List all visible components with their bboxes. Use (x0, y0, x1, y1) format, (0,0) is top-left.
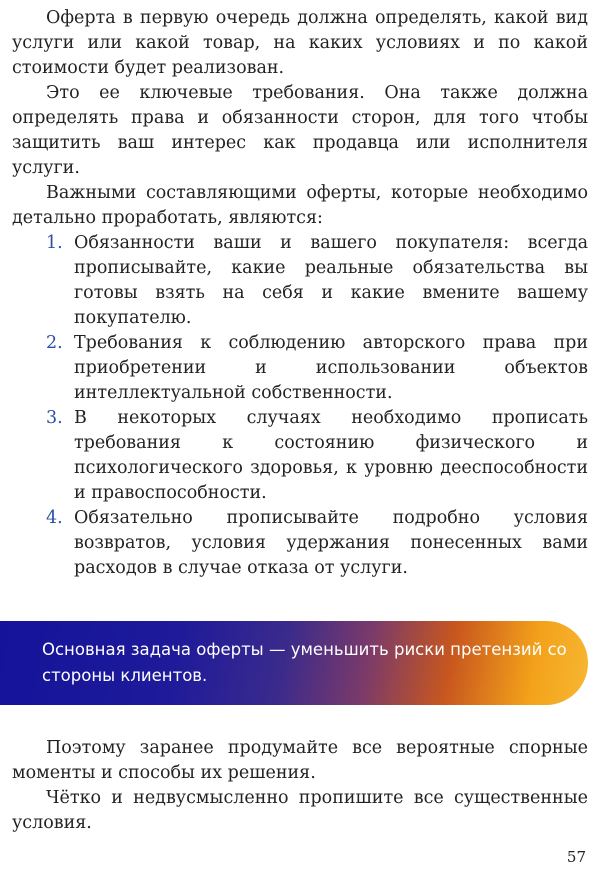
page-number: 57 (566, 848, 586, 866)
list-item (12, 506, 588, 581)
list-number: 3. (46, 408, 63, 428)
list-number: 1. (46, 233, 63, 253)
paragraph-key-requirements: Это ее ключевые требования. Она также должна определять права и обязанности сторон, для того чтобы защитить ваш интерес как продавца или исполнителя услуги. (12, 83, 588, 178)
paragraph-offer-definition: Оферта в первую очередь должна определять, какой вид услуги или какой товар, на каких условиях и по какой стоимости будет реализован. (12, 8, 588, 78)
list-item (12, 231, 588, 331)
list-item (12, 406, 588, 506)
list-text: В некоторых случаях необходимо прописать требования к состоянию физического и психологического здоровья, к уровню дееспособности и правоспособности. (74, 408, 588, 503)
key-idea-banner (0, 621, 588, 705)
list-text: Обязательно прописывайте подробно условия возвратов, условия удержания понесенных вами расходов в случае отказа от услуги. (74, 508, 588, 578)
paragraph-think-ahead: Поэтому заранее продумайте все вероятные спорные моменты и способы их решения. (12, 738, 588, 783)
list-item (12, 331, 588, 406)
components-list (12, 231, 588, 581)
list-number: 4. (46, 508, 63, 528)
paragraph-components-intro: Важными составляющими оферты, которые необходимо детально проработать, являются: (12, 183, 588, 228)
list-text: Обязанности ваши и вашего покупателя: всегда прописывайте, какие реальные обязательства вы готовы взять на себя и какие вмените вашему покупателю. (74, 233, 588, 328)
banner-text: Основная задача оферты — уменьшить риски претензий со стороны клиентов. (42, 640, 567, 685)
paragraph-write-clearly: Чётко и недвусмысленно пропишите все существенные условия. (12, 788, 588, 833)
list-number: 2. (46, 333, 63, 353)
list-text: Требования к соблюдению авторского права при приобретении и использовании объектов интеллектуальной собственности. (74, 333, 588, 403)
